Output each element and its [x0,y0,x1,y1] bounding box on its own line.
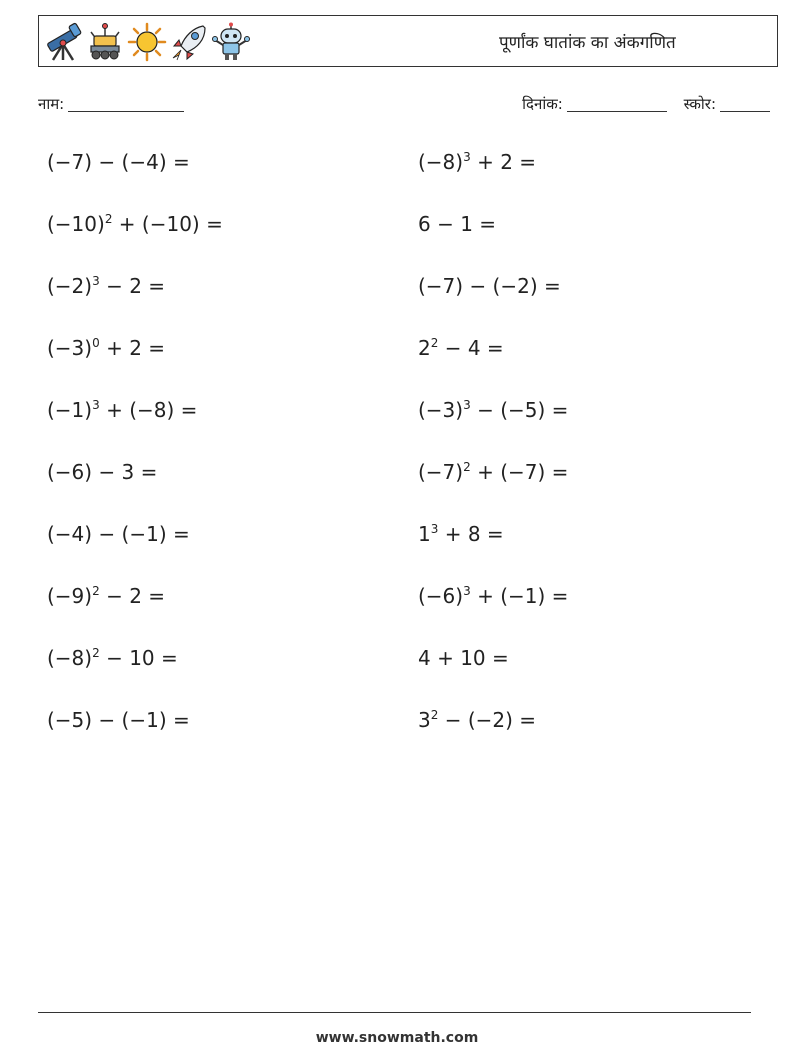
name-label: नाम: [38,95,65,113]
problem-base: (−7) [418,460,464,484]
problem-exponent: 2 [463,460,471,474]
problem-base: (−8) [47,646,93,670]
footer-url: www.snowmath.com [315,1030,479,1046]
problem-exponent: 3 [463,150,471,164]
problem-item [47,336,165,360]
date-blank[interactable] [567,111,667,112]
problem-rest: − (−2) = [438,708,537,732]
problem-item [47,522,190,546]
problem-base: (−6) − 3 = [47,460,158,484]
problem-rest: + (−10) = [112,212,223,236]
worksheet-header [38,15,778,67]
problem-exponent: 3 [92,398,100,412]
problem-rest: − 2 = [99,584,166,608]
problem-rest: + (−1) = [470,584,569,608]
problem-base: 4 + 10 = [418,646,509,670]
problem-exponent: 2 [92,646,100,660]
problem-rest: − (−5) = [470,398,569,422]
problem-rest: − 4 = [438,336,504,360]
footer-divider [38,1012,751,1013]
problem-base: 1 [418,522,431,546]
problem-rest: − 10 = [99,646,178,670]
header-icons [43,19,251,65]
score-label: स्कोर: [683,95,716,113]
problem-item [47,398,197,422]
telescope-icon [43,22,83,62]
problem-rest: + (−7) = [470,460,569,484]
problem-item [47,274,165,298]
problem-base: (−7) − (−2) = [418,274,561,298]
problem-base: (−4) − (−1) = [47,522,190,546]
robot-icon [211,22,251,62]
problem-rest: + 2 = [470,150,537,174]
problem-base: (−10) [47,212,105,236]
problem-base: (−7) − (−4) = [47,150,190,174]
problem-base: (−3) [47,336,93,360]
name-blank[interactable] [68,111,184,112]
problem-item [418,584,568,608]
problem-rest: + (−8) = [99,398,198,422]
worksheet-title: पूर्णांक घातांक का अंकगणित [499,33,676,53]
problem-base: (−1) [47,398,93,422]
date-score-fields [522,94,770,114]
problem-item [418,522,504,546]
problem-exponent: 2 [104,212,113,226]
problem-item [418,274,561,298]
name-field [38,94,184,114]
problem-exponent: 3 [463,398,471,412]
problem-item [418,336,504,360]
problem-item [418,646,509,670]
problem-item [418,460,568,484]
problem-item [47,212,223,236]
score-blank[interactable] [720,111,770,112]
problem-item [418,398,568,422]
problem-item [418,708,536,732]
rover-icon [85,22,125,62]
problem-base: 2 [418,336,431,360]
problem-item [47,708,190,732]
problem-item [418,150,536,174]
problem-item [47,584,165,608]
problem-base: (−5) − (−1) = [47,708,190,732]
problem-item [47,150,190,174]
problem-base: 3 [418,708,431,732]
date-label: दिनांक: [522,95,563,113]
problem-exponent: 3 [430,522,439,536]
problem-base: (−8) [418,150,464,174]
problem-rest: + 8 = [438,522,504,546]
problem-rest: − 2 = [99,274,166,298]
problem-base: (−6) [418,584,464,608]
problem-base: (−3) [418,398,464,422]
problem-base: (−2) [47,274,93,298]
rocket-icon [169,22,209,62]
problem-exponent: 3 [463,584,471,598]
problem-item [418,212,496,236]
problem-exponent: 0 [92,336,100,350]
problem-base: 6 − 1 = [418,212,497,236]
problem-exponent: 2 [92,584,100,598]
problem-exponent: 2 [430,708,439,722]
problem-exponent: 3 [92,274,100,288]
problem-base: (−9) [47,584,93,608]
problem-rest: + 2 = [99,336,166,360]
problem-item [47,460,157,484]
sun-icon [127,22,167,62]
problem-exponent: 2 [430,336,439,350]
problem-item [47,646,178,670]
